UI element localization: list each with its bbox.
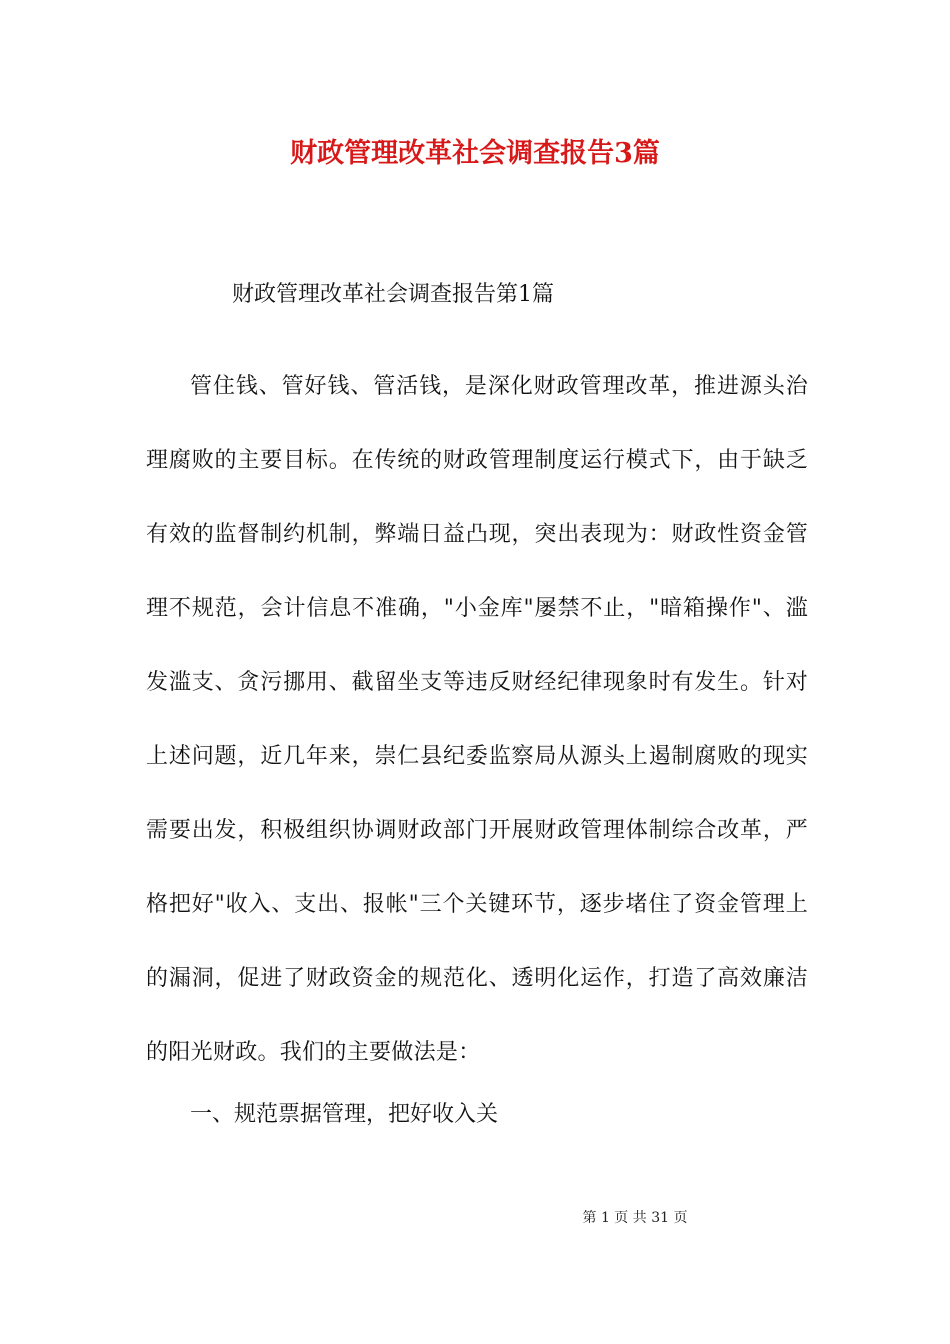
document-title: 财政管理改革社会调查报告3篇 — [290, 138, 660, 169]
document-subtitle: 财政管理改革社会调查报告第1篇 — [232, 282, 554, 307]
section-heading: 一、规范票据管理，把好收入关 — [190, 1102, 499, 1127]
body-paragraph: 管住钱、管好钱、管活钱，是深化财政管理改革，推进源头治理腐败的主要目标。在传统的财政管理制度运行模式下，由于缺乏有效的监督制约机制，弊端日益凸现，突出表现为：财政性资金管理不规范，会计信息不准确，"小金库"屡禁不止，"暗箱操作"、滥发滥支、贪污挪用、截留坐支等违反财经纪律现象时有发生。针对上述问题，近几年来，崇仁县纪委监察局从源头上遏制腐败的现实需要出发，积极组织协调财政部门开展财政管理体制综合改革，严格把好"收入、支出、报帐"三个关键环节，逐步堵住了资金管理上的漏洞，促进了财政资金的规范化、透明化运作，打造了高效廉洁的阳光财政。我们的主要做法是： — [146, 374, 808, 1065]
page-footer: 第 1 页 共 31 页 — [582, 1210, 688, 1226]
